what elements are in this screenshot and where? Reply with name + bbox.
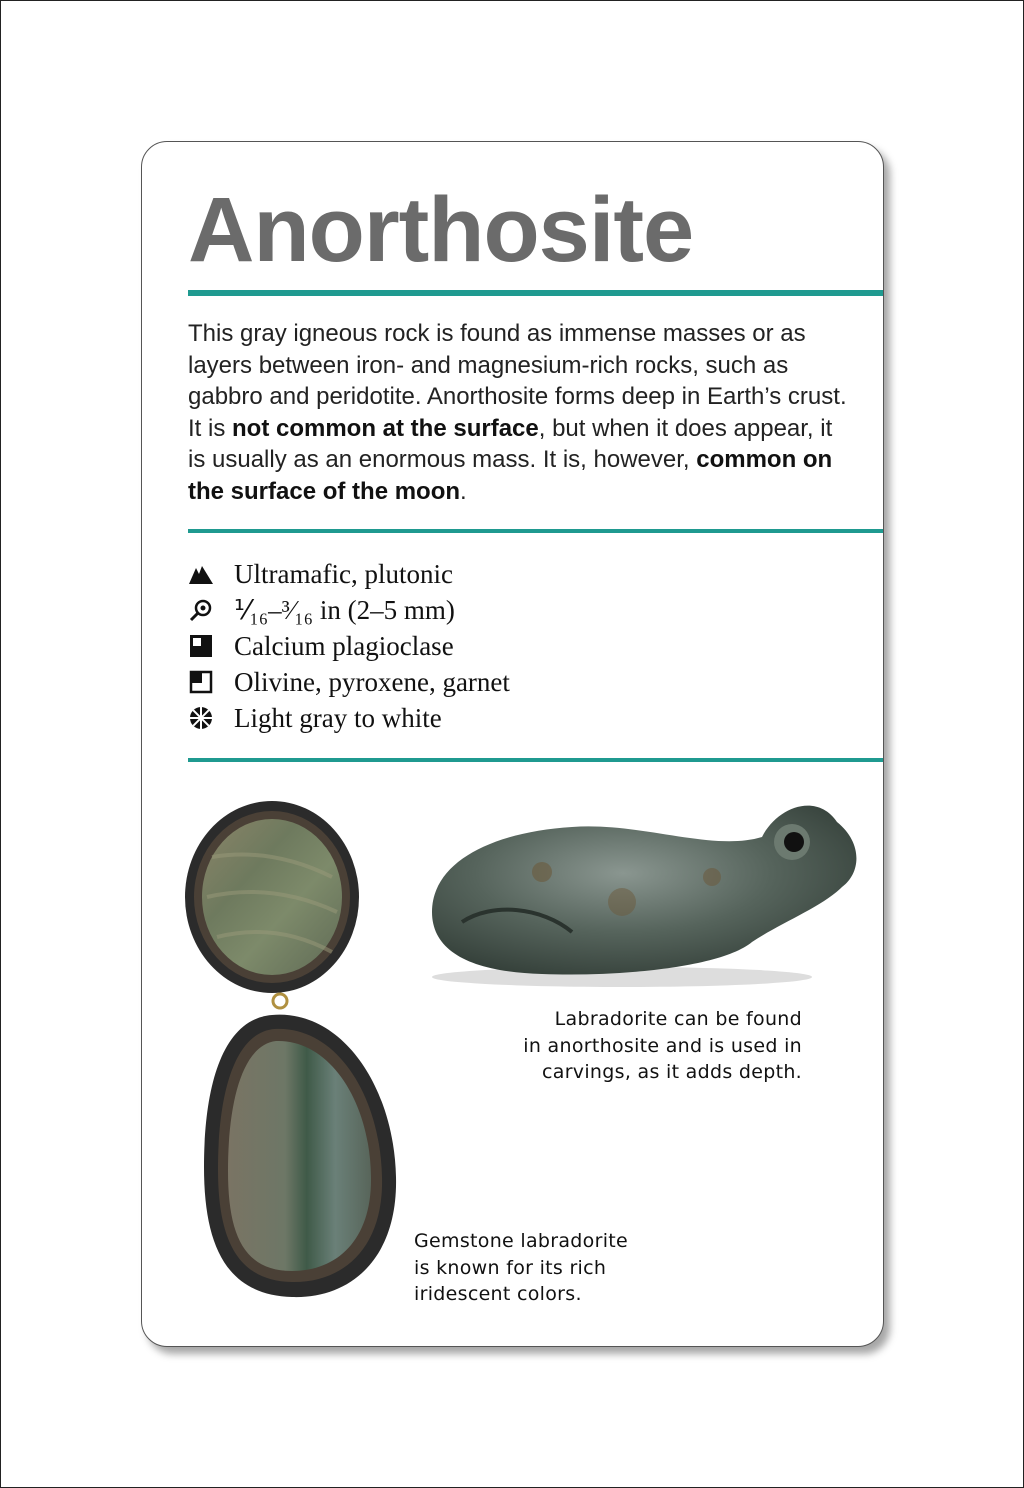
frog-caption: [512, 1006, 802, 1086]
description-text-2: , but when it does appear, it is usually as an enormous mass. It is, however,: [188, 414, 833, 473]
earring-caption: [414, 1228, 654, 1308]
fact-text: ⅟₁₆–³⁄₁₆ in (2–5 mm): [234, 594, 455, 625]
fact-list: [188, 556, 510, 736]
rock-card: [141, 141, 884, 1347]
caption-line: in anorthosite and is used in: [523, 1034, 802, 1057]
labradorite-earring-image: [182, 787, 402, 1307]
fact-text: Calcium plagioclase: [234, 630, 454, 661]
mountains-icon: [188, 561, 214, 587]
fact-minor-minerals: [188, 664, 510, 700]
fact-major-minerals: [188, 628, 510, 664]
description-text-1: This gray igneous rock is found as immense masses or as layers between iron- and magnesium-rich rocks, such as gabbro and peridotite. Anorthosite forms deep in Earth’s crust. It is: [188, 320, 847, 442]
description-bold-1: not common at the surface: [232, 414, 539, 442]
description-text-3: .: [460, 477, 467, 505]
fact-text: Ultramafic, plutonic: [234, 558, 453, 589]
labradorite-frog-image: [422, 782, 862, 992]
caption-line: is known for its rich: [414, 1256, 607, 1279]
caption-line: carvings, as it adds depth.: [542, 1061, 802, 1083]
caption-line: iridescent colors.: [414, 1283, 582, 1305]
magnifier-icon: [188, 597, 214, 623]
caption-line: Gemstone labradorite: [414, 1230, 629, 1252]
description-divider: [188, 529, 883, 533]
caption-line: Labradorite can be found: [554, 1008, 802, 1030]
title-divider: [188, 290, 883, 296]
fact-text: Light gray to white: [234, 702, 442, 733]
minor-minerals-icon: [188, 669, 214, 695]
description-bold-2: common on the surface of the moon: [188, 446, 833, 505]
major-minerals-icon: [188, 633, 214, 659]
color-wheel-icon: [188, 705, 214, 731]
description: [188, 318, 848, 507]
facts-divider: [188, 758, 883, 762]
page-title: Anorthosite: [188, 179, 694, 281]
fact-text: Olivine, pyroxene, garnet: [234, 666, 510, 697]
fact-grain-size: [188, 592, 510, 628]
fact-color: [188, 700, 510, 736]
fact-rock-type: [188, 556, 510, 592]
